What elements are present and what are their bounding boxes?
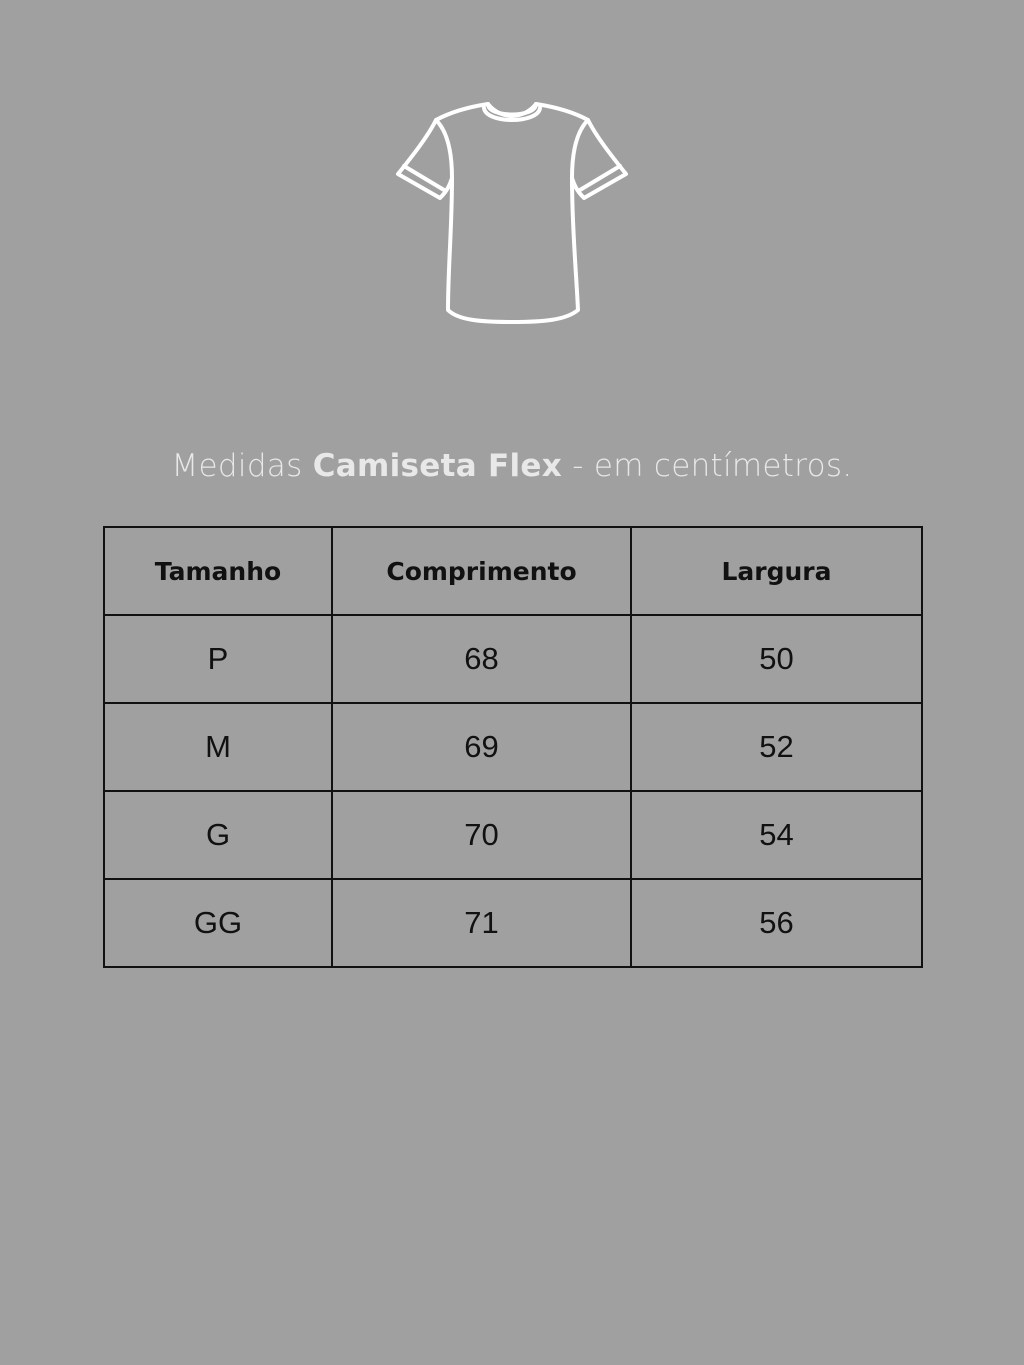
cell-width: 52: [631, 703, 922, 791]
column-header-size: Tamanho: [104, 527, 332, 615]
tshirt-icon: [392, 98, 632, 330]
title-product-name: Camiseta Flex: [312, 448, 563, 484]
cell-length: 71: [332, 879, 631, 967]
table-header-row: [104, 527, 922, 615]
cell-size: G: [104, 791, 332, 879]
table-row: [104, 791, 922, 879]
cell-size: M: [104, 703, 332, 791]
table-row: [104, 879, 922, 967]
table-row: [104, 703, 922, 791]
size-table: [103, 526, 923, 968]
title-prefix: Medidas: [171, 448, 313, 484]
table-row: [104, 615, 922, 703]
cell-length: 69: [332, 703, 631, 791]
cell-width: 56: [631, 879, 922, 967]
cell-length: 70: [332, 791, 631, 879]
page-title: [0, 448, 1024, 484]
column-header-width: Largura: [631, 527, 922, 615]
cell-size: GG: [104, 879, 332, 967]
cell-size: P: [104, 615, 332, 703]
column-header-length: Comprimento: [332, 527, 631, 615]
cell-width: 54: [631, 791, 922, 879]
cell-length: 68: [332, 615, 631, 703]
cell-width: 50: [631, 615, 922, 703]
title-suffix: - em centímetros.: [562, 448, 853, 484]
